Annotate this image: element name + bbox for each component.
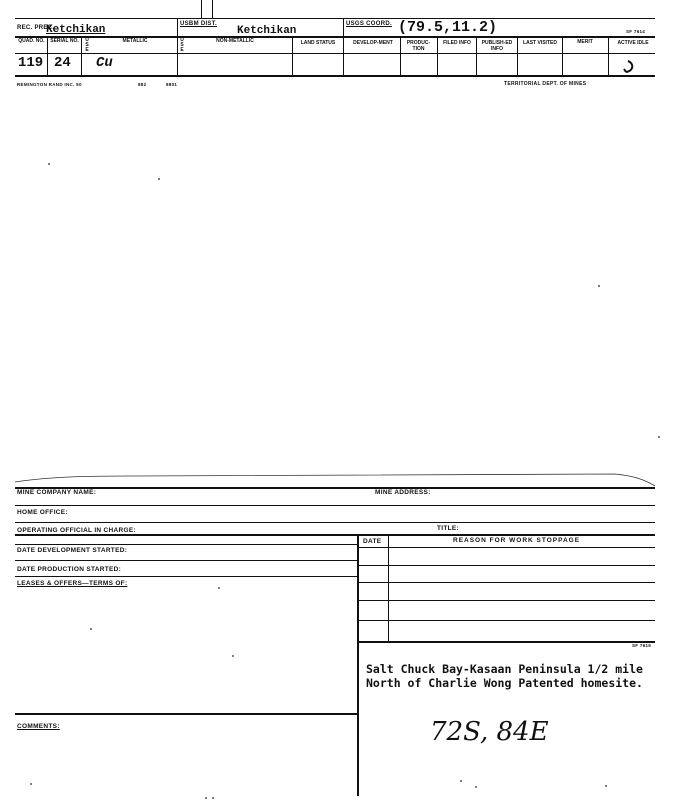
territorial-dept: TERRITORIAL DEPT. OF MINES bbox=[504, 81, 587, 87]
printer-code-1: 882 bbox=[138, 82, 147, 87]
mine-address-label: MINE ADDRESS: bbox=[375, 489, 431, 496]
col-published-info: PUBLISH-ED INFO bbox=[481, 40, 513, 52]
rec-prec-value: Ketchikan bbox=[46, 24, 106, 36]
printer-code-2: 8801 bbox=[166, 82, 178, 87]
form-number-2: SF 7615 bbox=[632, 643, 652, 648]
active-idle-mark bbox=[620, 59, 636, 75]
date-production-started-label: DATE PRODUCTION STARTED: bbox=[17, 566, 122, 573]
row-metallic: Cu bbox=[96, 55, 113, 71]
col-serial-no: SERIAL NO. bbox=[50, 38, 79, 44]
col-last-visited: LAST VISITED bbox=[523, 40, 557, 46]
col-land-status: LAND STATUS bbox=[300, 40, 336, 46]
col-active-idle: ACTIVE IDLE bbox=[617, 40, 649, 46]
printer-text: REMINGTON RAND INC. 50 bbox=[17, 82, 82, 87]
date-development-started-label: DATE DEVELOPMENT STARTED: bbox=[17, 547, 128, 554]
mine-company-name-label: MINE COMPANY NAME: bbox=[17, 489, 97, 496]
rec-prec-label: REC. PREC. bbox=[17, 25, 55, 31]
usbm-dist-label: USBM DIST. bbox=[180, 21, 218, 27]
location-note-line1: Salt Chuck Bay-Kasaan Peninsula 1/2 mile bbox=[366, 662, 643, 676]
usgs-coord-label: USGS COORD. bbox=[346, 21, 392, 27]
usgs-coord-value: (79.5,11.2) bbox=[398, 19, 498, 36]
col-filed-info: FILED INFO bbox=[443, 40, 471, 46]
location-note-line2: North of Charlie Wong Patented homesite. bbox=[366, 676, 643, 690]
usbm-dist-value: Ketchikan bbox=[237, 25, 297, 37]
row-quad-no: 119 bbox=[18, 55, 44, 71]
col-metallic: METALLIC bbox=[122, 38, 148, 44]
row-serial-no: 24 bbox=[54, 55, 71, 71]
comments-label: COMMENTS: bbox=[17, 723, 60, 730]
operating-official-label: OPERATING OFFICIAL IN CHARGE: bbox=[17, 527, 136, 534]
title-label: TITLE: bbox=[437, 525, 460, 532]
reason-col-header: REASON FOR WORK STOPPAGE bbox=[453, 537, 581, 544]
col-merit: MERIT bbox=[577, 39, 593, 45]
handwritten-township-range: 72S, 84E bbox=[430, 717, 549, 747]
home-office-label: HOME OFFICE: bbox=[17, 509, 68, 516]
col-quad-no: QUAD. NO. bbox=[18, 38, 45, 44]
col-use-metallic: U S E bbox=[85, 37, 89, 53]
col-non-metallic: NON-METALLIC bbox=[216, 38, 254, 44]
col-production: PRODUC-TION bbox=[406, 40, 431, 52]
leases-offers-label: LEASES & OFFERS—TERMS OF: bbox=[17, 580, 128, 587]
date-col-header: DATE bbox=[363, 538, 382, 545]
form-number: SF 7614 bbox=[626, 29, 646, 34]
col-use-nonmetallic: U S E bbox=[180, 37, 184, 53]
col-development: DEVELOP-MENT bbox=[353, 40, 393, 46]
